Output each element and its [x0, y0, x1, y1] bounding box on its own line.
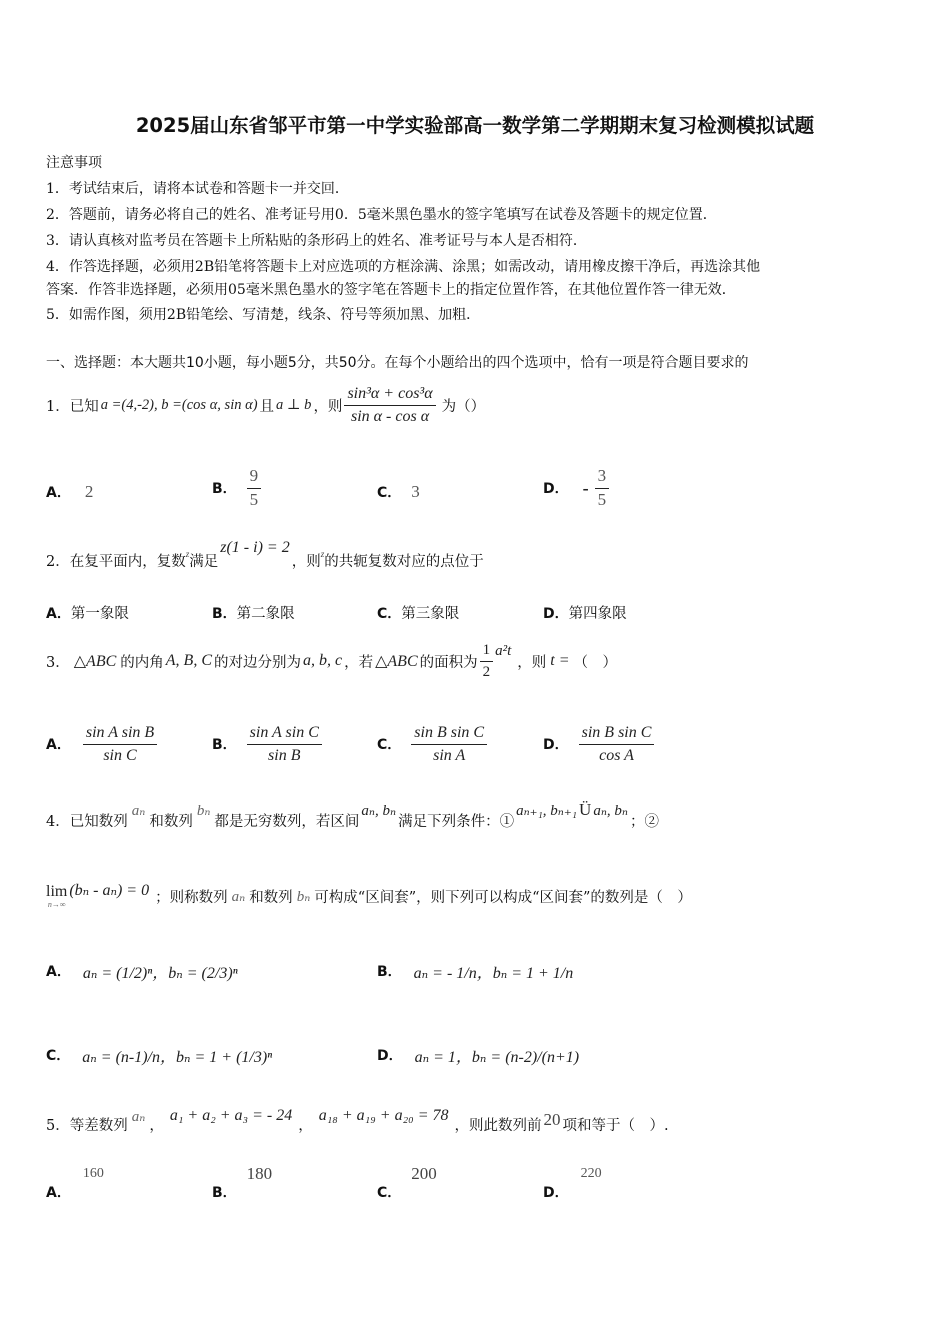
question-text: 且: [259, 398, 275, 415]
option-b[interactable]: [212, 458, 263, 518]
option-label: B．: [212, 481, 237, 497]
option-expression: aₙ = 1，bₙ = (n-2)/(n+1): [414, 1048, 580, 1066]
option-value: 2: [84, 482, 94, 501]
notice-item: 答案．作答非选择题，必须用05毫米黑色墨水的签字笔在答题卡上的指定位置作答，在其他位置作答一律无效．: [46, 282, 736, 298]
option-label: C．: [377, 606, 402, 622]
sequence-a: aₙ: [231, 888, 246, 905]
limit: [46, 884, 67, 909]
option-c[interactable]: [377, 716, 489, 772]
option-label: D．: [543, 737, 569, 753]
question-text: 满足下列条件：①: [398, 813, 515, 830]
notice-heading: 注意事项: [46, 155, 102, 171]
question-text: 都是无穷数列，若区间: [214, 813, 360, 830]
question-text: 的共轭复数对应的点位于: [324, 553, 484, 570]
sequence-b: bₙ: [296, 888, 311, 905]
question-text: 的面积为: [419, 654, 478, 671]
option-c[interactable]: [377, 602, 459, 623]
question-text: ，则: [291, 553, 321, 570]
fraction-numerator: sin³α + cos³α: [344, 385, 435, 406]
fraction-numerator: 9: [247, 467, 262, 489]
variable-z: z: [320, 549, 325, 559]
fraction-denominator: sin C: [103, 746, 137, 764]
half-fraction: [480, 642, 494, 680]
equation-first-three: a₁ + a₂ + a₃ = - 24: [169, 1107, 293, 1124]
question-number: 2．: [46, 553, 70, 570]
interval-next: aₙ₊₁, bₙ₊₁: [516, 802, 578, 819]
page-title: 2025届山东省邹平市第一中学实验部高一数学第二学期期末复习检测模拟试题: [135, 114, 815, 137]
option-value: 第三象限: [401, 606, 460, 622]
perpendicular-condition: a ⊥ b: [276, 396, 312, 413]
limit-expression: (bₙ - aₙ) = 0: [69, 882, 150, 899]
option-c[interactable]: [46, 1022, 272, 1088]
option-d[interactable]: [543, 458, 611, 518]
question-text: 和数列: [149, 813, 193, 830]
fraction-numerator: sin B sin C: [411, 724, 487, 745]
fraction-numerator: 1: [480, 642, 494, 662]
notice-item: 1．考试结束后，请将本试卷和答题卡一并交回．: [46, 181, 349, 197]
option-d[interactable]: [377, 1022, 579, 1088]
area-expression: a²t: [495, 642, 512, 659]
question-text: ，若: [344, 654, 374, 671]
option-label: B．: [377, 964, 402, 980]
term-count: 20: [543, 1110, 561, 1129]
question-text: ，则: [313, 398, 343, 415]
question-text: ，则: [517, 654, 547, 671]
fraction-denominator: 2: [482, 663, 491, 680]
question-text: 满足: [189, 553, 219, 570]
option-d[interactable]: [543, 1162, 602, 1202]
question-text: ，: [149, 1117, 164, 1134]
question-text: 的对边分别为: [213, 654, 301, 671]
option-label: B．: [212, 1185, 237, 1201]
variable-t: t =: [550, 652, 570, 669]
option-label: C．: [377, 1185, 402, 1201]
triangle: △ABC: [73, 653, 117, 670]
option-b[interactable]: [212, 602, 295, 623]
option-b[interactable]: [212, 1162, 272, 1202]
option-b[interactable]: [377, 938, 573, 1004]
option-value: 220: [580, 1166, 602, 1181]
notice-item: 5．如需作图，须用2B铅笔绘、写清楚，线条、符号等须加黑、加粗．: [46, 307, 481, 323]
option-label: D．: [543, 481, 569, 497]
option-fraction: [247, 467, 262, 509]
option-expression: aₙ = (1/2)ⁿ，bₙ = (2/3)ⁿ: [82, 964, 238, 982]
option-label: A．: [46, 1185, 71, 1201]
equation-last-three: a₁₈ + a₁₉ + a₂₀ = 78: [318, 1107, 449, 1124]
question-text: 等差数列: [69, 1117, 128, 1134]
option-label: C．: [46, 1048, 71, 1064]
question-text: ；则称数列: [155, 889, 228, 906]
question-text: 项和等于（ ）.: [562, 1117, 669, 1134]
option-label: C．: [377, 485, 402, 501]
option-label: A．: [46, 964, 71, 980]
option-a[interactable]: [46, 602, 129, 623]
option-d[interactable]: [543, 716, 656, 772]
fraction-denominator: cos A: [599, 746, 634, 764]
option-c[interactable]: [377, 1162, 437, 1202]
fraction-denominator: sin B: [268, 746, 301, 764]
subset-symbol: Ü: [579, 800, 592, 819]
option-a[interactable]: [46, 938, 238, 1004]
question-text: ，: [298, 1117, 313, 1134]
option-label: A．: [46, 606, 71, 622]
option-value: 180: [246, 1164, 273, 1183]
notice-item: 4．作答选择题，必须用2B铅笔将答题卡上对应选项的方框涂满、涂黑；如需改动，请用橡皮擦干净后，再选涂其他: [46, 259, 761, 275]
option-label: B．: [212, 737, 237, 753]
option-label: D．: [543, 1185, 569, 1201]
fraction-denominator: sin α - cos α: [350, 407, 430, 425]
sequence-a: aₙ: [131, 802, 146, 819]
option-value: 第四象限: [568, 606, 627, 622]
question-4-cont: [46, 874, 692, 918]
question-3: [46, 636, 617, 686]
option-fraction: [595, 467, 610, 509]
section-heading: 一、选择题：本大题共10小题，每小题5分，共50分。在每个小题给出的四个选项中，恰有一项是符合题目要求的: [46, 355, 749, 371]
question-text: （ ）: [573, 654, 618, 671]
option-a[interactable]: [46, 1162, 104, 1202]
question-number: 1．: [46, 398, 70, 415]
question-text: 已知数列: [69, 813, 128, 830]
limit-subscript: n→∞: [47, 899, 66, 909]
option-label: B．: [212, 606, 237, 622]
option-value: 第二象限: [236, 606, 295, 622]
option-value: 200: [411, 1164, 437, 1183]
fraction-denominator: 5: [249, 489, 259, 509]
notice-item: 3．请认真核对监考员在答题卡上所粘贴的条形码上的姓名、准考证号与本人是否相符．: [46, 233, 587, 249]
option-fraction: [247, 724, 322, 764]
sequence-a: aₙ: [131, 1108, 146, 1125]
option-a[interactable]: [46, 468, 93, 516]
equation: z(1 - i) = 2: [220, 539, 290, 556]
option-c[interactable]: [377, 468, 420, 516]
interval: aₙ, bₙ: [593, 802, 628, 819]
option-fraction: [411, 724, 487, 764]
notice-item: 2．答题前，请务必将自己的姓名、准考证号用0．5毫米黑色墨水的签字笔填写在试卷及答题卡的规定位置．: [46, 207, 717, 223]
option-a[interactable]: [46, 716, 159, 772]
limit-word: lim: [46, 882, 68, 900]
option-expression: aₙ = - 1/n，bₙ = 1 + 1/n: [413, 964, 574, 982]
question-text: 在复平面内，复数: [69, 553, 186, 570]
option-value: 3: [411, 482, 420, 501]
fraction-numerator: sin A sin C: [247, 724, 322, 745]
option-value: 160: [82, 1166, 104, 1181]
question-text: ，则此数列前: [454, 1117, 542, 1134]
option-label: D．: [377, 1048, 403, 1064]
question-5: [46, 1102, 669, 1146]
option-expression: aₙ = (n-1)/n，bₙ = 1 + (1/3)ⁿ: [82, 1048, 273, 1066]
variable-z: z: [185, 549, 190, 559]
option-label: C．: [377, 737, 402, 753]
fraction-denominator: sin A: [433, 746, 466, 764]
question-text: 的内角: [120, 654, 164, 671]
angles: A, B, C: [165, 652, 212, 669]
option-fraction: [579, 724, 655, 764]
sides: a, b, c: [302, 652, 343, 669]
question-text: 已知: [69, 398, 99, 415]
fraction-denominator: 5: [597, 489, 607, 509]
fraction-numerator: sin A sin B: [83, 724, 157, 745]
minus-sign: -: [582, 477, 589, 498]
option-label: A．: [46, 737, 71, 753]
option-label: D．: [543, 606, 569, 622]
interval: aₙ, bₙ: [361, 802, 397, 819]
vector-definition: a =(4,-2), b =(cos α, sin α): [100, 396, 258, 413]
expression-fraction: [344, 385, 435, 425]
option-label: A．: [46, 485, 71, 501]
question-number: 4．: [46, 813, 70, 830]
option-fraction: [83, 724, 157, 764]
question-number: 3．: [46, 654, 70, 671]
question-text: 为（）: [441, 398, 486, 415]
fraction-numerator: sin B sin C: [579, 724, 655, 745]
question-1: [46, 380, 485, 430]
question-text: 和数列: [249, 889, 293, 906]
question-4: [46, 798, 659, 842]
option-b[interactable]: [212, 716, 324, 772]
question-number: 5．: [46, 1117, 70, 1134]
option-d[interactable]: [543, 602, 627, 623]
question-2: [46, 540, 484, 580]
fraction-numerator: 3: [595, 467, 610, 489]
question-text: ；②: [629, 813, 659, 830]
question-text: 可构成“区间套”，则下列可以构成“区间套”的数列是（ ）: [314, 889, 692, 906]
triangle: △ABC: [375, 653, 418, 670]
option-value: 第一象限: [70, 606, 129, 622]
sequence-b: bₙ: [196, 802, 211, 819]
